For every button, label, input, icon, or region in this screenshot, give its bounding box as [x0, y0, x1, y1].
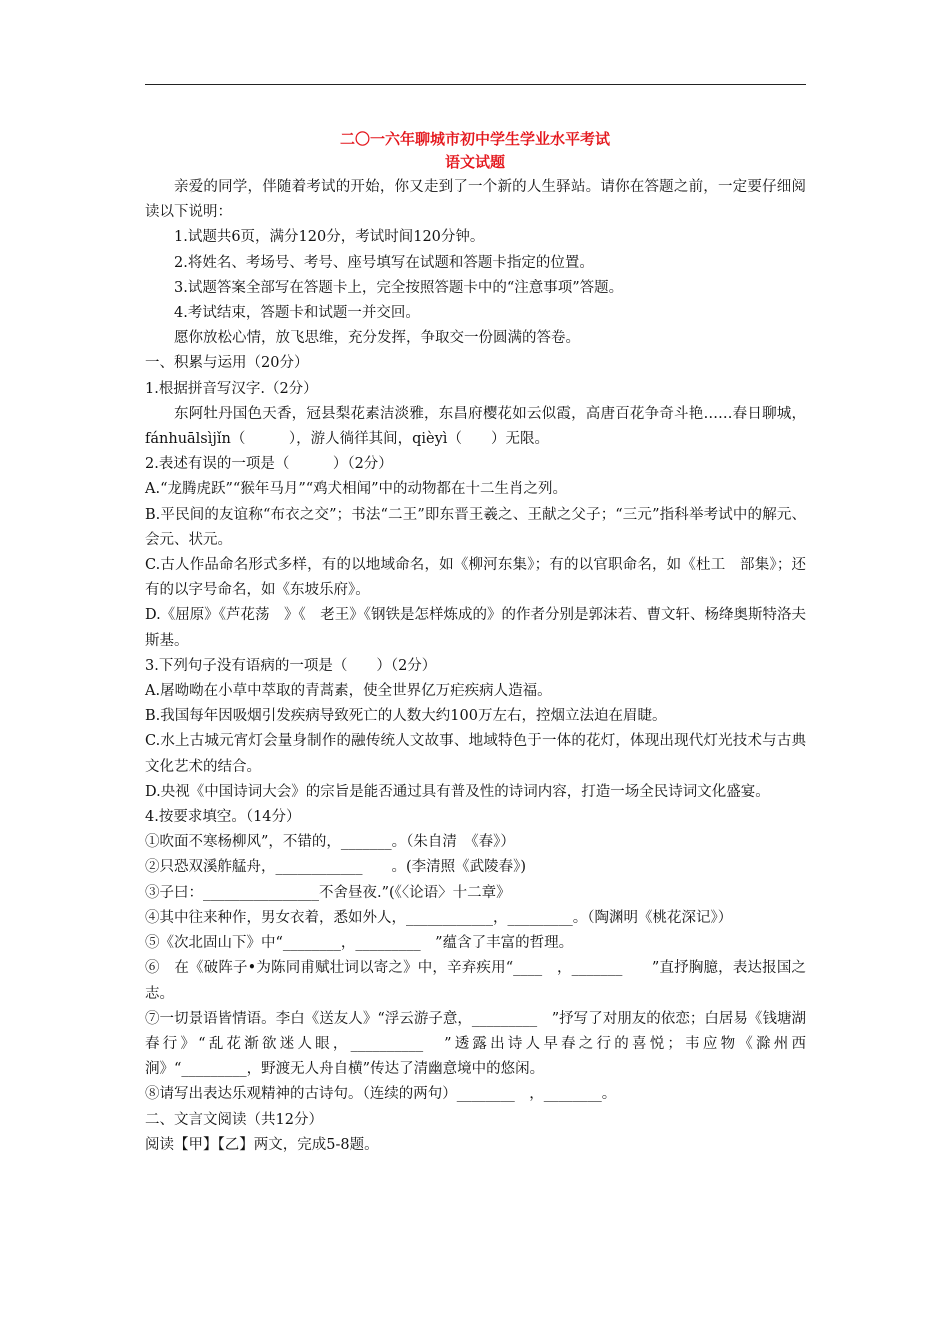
q4-item-7: ⑦一切景语皆情语。李白《送友人》“浮云游子意，_________ ”抒写了对朋友的依恋；白居易《钱塘湖春行》“乱花渐欲迷人眼，__________ ”透露出诗人早春之行的喜悦；韦应物《滁州西涧》“_________，野渡无人舟自横”传达了清幽意境中的悠闲。	[145, 1010, 806, 1078]
intro-rule-1: 1.试题共6页，满分120分，考试时间120分钟。	[174, 229, 485, 246]
intro-rule-4: 4.考试结束，答题卡和试题一并交回。	[174, 305, 420, 322]
q4-item-3: ③子曰：________________不舍昼夜.”(《〈论语〉十二章》	[145, 884, 511, 901]
q1-text: 东阿牡丹国色天香，冠县梨花素洁淡雅，东昌府樱花如云似霞，高唐百花争奇斗艳……春日聊城，fánhuālsìjǐn（ ），游人徜徉其间，qièyì（ ）无限。	[145, 405, 806, 448]
q4-item-2: ②只恐双溪舴艋舟，____________ 。(李清照《武陵春》)	[145, 859, 527, 876]
q3-option-b: B.我国每年因吸烟引发疾病导致死亡的人数大约100万左右，控烟立法迫在眉睫。	[145, 708, 667, 725]
q2-option-a: A.“龙腾虎跃”“猴年马月”“鸡犬相闻”中的动物都在十二生肖之列。	[145, 481, 568, 498]
section2-heading: 二、文言文阅读（共12分）	[145, 1111, 323, 1128]
q2-option-d: D.《屈原》《芦花荡 》《 老王》《钢铁是怎样炼成的》的作者分别是郭沫若、曹文轩、杨绛奥斯特洛夫斯基。	[145, 607, 806, 649]
q3-option-c: C.水上古城元宵灯会量身制作的融传统人文故事、地域特色于一体的花灯，体现出现代灯光技术与古典文化艺术的结合。	[145, 733, 806, 775]
q2-option-b: B.平民间的友谊称“布衣之交”；书法“二王”即东晋王羲之、王献之父子；“三元”指科举考试中的解元、会元、状元。	[145, 506, 806, 548]
q4-item-6: ⑥ 在《破阵子•为陈同甫赋壮词以寄之》中，辛弃疾用“____ ，_______ ”直抒胸臆，表达报国之志。	[145, 960, 806, 1002]
q4-item-1: ①吹面不寒杨柳风”，不错的，_______。（朱自清 《春》）	[145, 834, 515, 851]
intro-greeting: 亲爱的同学，伴随着考试的开始，你又走到了一个新的人生驿站。请你在答题之前，一定要仔细阅读以下说明：	[145, 179, 806, 221]
intro-wish: 愿你放松心情，放飞思维，充分发挥，争取交一份圆满的答卷。	[174, 330, 580, 347]
q2-option-c: C.古人作品命名形式多样，有的以地域命名，如《柳河东集》；有的以官职命名，如《杜工 部集》；还有的以字号命名，如《东坡乐府》。	[145, 557, 806, 599]
q2-stem: 2.表述有误的一项是（ ）（2分）	[145, 456, 393, 473]
q4-item-8: ⑧请写出表达乐观精神的古诗句。（连续的两句）________ ，________。	[145, 1086, 617, 1103]
q3-stem: 3.下列句子没有语病的一项是（ ）（2分）	[145, 657, 437, 674]
section1-heading: 一、积累与运用（20分）	[145, 355, 309, 372]
q4-item-5: ⑤《次北固山下》中“________，_________ ”蕴含了丰富的哲理。	[145, 935, 574, 952]
exam-subtitle: 语文试题	[444, 153, 505, 171]
exam-title: 二〇一六年聊城市初中学生学业水平考试	[339, 130, 610, 148]
intro-rule-2: 2.将姓名、考场号、考号、座号填写在试题和答题卡指定的位置。	[174, 254, 594, 271]
header-rule	[145, 84, 806, 85]
section2-instruction: 阅读【甲】【乙】两文，完成5-8题。	[145, 1136, 379, 1153]
q3-option-d: D.央视《中国诗词大会》的宗旨是能否通过具有普及性的诗词内容，打造一场全民诗词文化盛宴。	[145, 783, 770, 800]
q4-stem: 4.按要求填空。（14分）	[145, 809, 301, 826]
q4-item-4: ④其中往来种作，男女衣着，悉如外人，____________，_________。（陶渊明《桃花深记》）	[145, 909, 733, 926]
q3-option-a: A.屠呦呦在小草中萃取的青蒿素，使全世界亿万疟疾病人造福。	[145, 683, 552, 700]
q1-stem: 1.根据拼音写汉字.（2分）	[145, 380, 318, 397]
exam-content	[145, 175, 806, 1158]
intro-rule-3: 3.试题答案全部写在答题卡上，完全按照答题卡中的“注意事项”答题。	[174, 279, 624, 296]
